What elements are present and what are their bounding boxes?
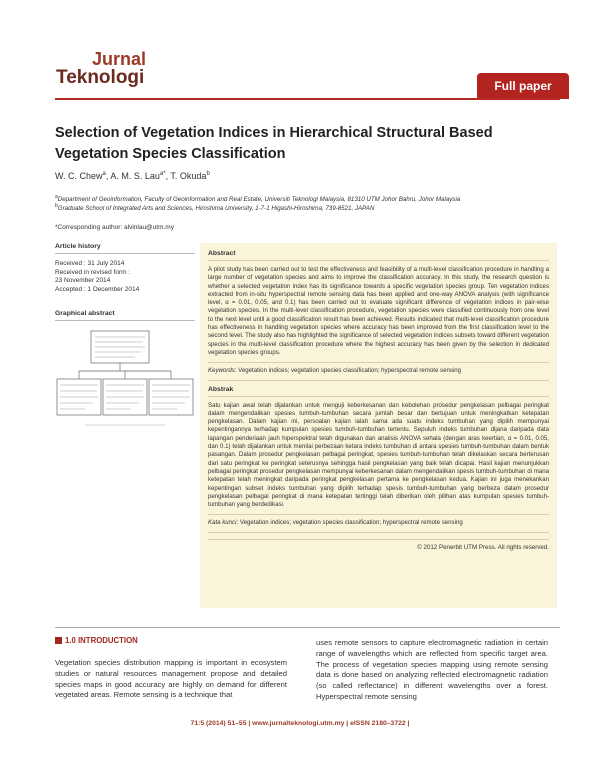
article-history-heading: Article history (55, 243, 195, 254)
intro-column-right: uses remote sensors to capture electromagnetic radiation in certain range of wavelengths which are reflected from specific target area. The process of vegetation species mapping using remote sensing data is done based on analyzing reflected electromagnetic radiation (so called reflectance) in different wavelengths over a forest. Hyperspectral remote sensing (316, 638, 548, 701)
author-name: W. C. Chew (55, 171, 103, 181)
introduction-heading (55, 636, 138, 645)
paper-title: Selection of Vegetation Indices in Hierarchical Structural Based Vegetation Species Classification (55, 125, 493, 162)
abstract-box (200, 243, 557, 608)
graphical-abstract-heading: Graphical abstract (55, 310, 195, 321)
square-bullet-icon (55, 637, 62, 644)
intro-column-left: Vegetation species distribution mapping is important in ecosystem studies or natural resources management propose and detailed species maps in good accuracy are highly on demand for different vegetated areas. Remote sensing is a technique that (55, 658, 287, 700)
author-sup: a* (159, 171, 166, 177)
keywords-label: Keywords (208, 367, 235, 375)
abstrak-heading: Abstrak (208, 386, 549, 397)
author-name: A. M. S. Lau (110, 171, 160, 181)
corresponding-author: *Corresponding author: alvinlau@utm.my (55, 224, 174, 231)
abstract-heading: Abstract (208, 250, 549, 261)
graphical-abstract-figure (55, 327, 195, 452)
history-line: Received : 31 July 2014 (55, 260, 125, 267)
journal-logo (56, 50, 176, 88)
history-line: 23 November 2014 (55, 277, 111, 284)
journal-name-line1: Jurnal (92, 49, 147, 69)
author-list: W. C. Chew$^a$, A. M. S. Lau$^{a*}$, T. Okuda$^b$ (55, 171, 210, 181)
affiliation-b (55, 202, 565, 213)
keywords-text: : Vegetation indices; vegetation species classification; hyperspectral remote sensing (234, 367, 462, 375)
keywords (208, 362, 549, 380)
section-rule (55, 627, 560, 628)
graphical-abstract (55, 310, 195, 452)
affiliation-text: Department of Geoinformation, Faculty of Geoinformation and Real Estate, Universiti Teknologi Malaysia, 81310 UTM Johor Bahru, Johor Malaysia (57, 196, 461, 204)
author-name: T. Okuda (170, 171, 207, 181)
copyright: © 2012 Penerbit UTM Press. All rights reserved. (208, 539, 549, 551)
journal-name-line2: Teknologi (56, 67, 145, 88)
header-rule (55, 98, 560, 100)
kata-kunci-text: : Vegetation indices; vegetation species classification; hyperspectral remote sensing (236, 519, 463, 527)
hierarchy-diagram (55, 327, 195, 447)
abstract-text: A pilot study has been carried out to test the effectiveness and feasibility of a multi-level classification procedure in handling a large number of vegetation species and aims to improve the classification accuracy. In this study, the research question is whether a selected vegetation index has its significance towards a specific vegetation species group. Ten vegetation indices extracted from in-situ hyperspectral remote sensing data has been applied and one-way ANOVA analysis (with significance level, α = 0.01, 0.05, and 0.1) has been carried out to evaluate significant difference of vegetation indices in pair-wise vegetation species. In the multi-level classification procedure, vegetation species were classified continuously from one level to the next level until a good classification result has been achieved. Results indicated that multi-level classification procedure has effectiveness in handling vegetation species where accuracy has been improved from the first classification level to the second level. The study also has highlighted the significance of selected vegetation indices subsets toward different vegetation species in the multi-level classification procedure where the highest accuracy has been given by the selection in dedicated vegetation species groups. (208, 266, 549, 356)
article-history (55, 243, 195, 294)
full-paper-badge: Full paper (477, 73, 569, 99)
affiliation-text: Graduate School of Integrated Arts and Sciences, Hiroshima University, 1-7-1 Higashi-Hiroshima, 739-8521, JAPAN (57, 205, 375, 213)
author-sup: b (206, 171, 210, 177)
affiliation-sup: b (55, 203, 58, 209)
author-sup: a (102, 171, 106, 177)
history-line: Received in revised form : (55, 268, 131, 276)
kata-kunci (208, 514, 549, 532)
kata-kunci-label: Kata kunci (208, 519, 237, 527)
history-line: Accepted : 1 December 2014 (55, 285, 140, 293)
affiliation-sup: a (55, 194, 58, 200)
page-footer: 71:5 (2014) 51–55 | www.jurnalteknologi.utm.my | eISSN 2180–3722 | (190, 720, 410, 727)
abstrak-text: Satu kajian awal telah dijalankan untuk menguji keberkesanan dan kebolehan prosedur pengkelasan pelbagai peringkat dalam mengendalikan spesies tumbuh-tumbuhan secara jumlah besar dan bertujuan untuk meningkatkan ketepatan pengkelasan. Dalam kajian ini, persoalan kajian ialah sama ada suatu indeks tumbuhan yang dipilih mempunyai kepentingannya terhadap kumpulan spesies tumbuh-tumbuhan tertentu. Sepuluh indeks tumbuhan dijana daripada data lapangan penderiaan jauh hiperspektral telah digunakan dan analisis ANOVA sehala (dengan aras keertian, α = 0.01, 0.05, dan 0.1) telah dijalankan untuk menilai perbezaan ketara indeks tumbuhan di antara spesies tumbuh-tumbuhan dalam bentuk pasangan. Dalam prosedur pengkelasan pelbagai peringkat, spesies tumbuh-tumbuhan telah dikelaskan secara berterusan dari satu peringkat ke peringkat seterusnya sehingga hasil pengkelasan yang baik telah dicapai. Hasil kajian menunjukkan pelbagai peringkat prosedur pengkelasan mempunyai keberkesanan dalam mengendalikan spesis tumbuh-tumbuhan di mana ketepatan telah meningkat daripada peringkat pengkelasan pertama ke pengkelasan kedua. Kajian ini juga menekankan kepentingan subset indeks tumbuhan yang dipilih terhadap spesis tumbuh-tumbuhan yang berbeza dalam prosedur pengkelasan pelbagai peringkat di mana ketepatan tertinggi telah diberikan oleh pilihan atas kumpulan spesies tumbuh-tumbuhan yang berdedikasi. (208, 401, 549, 509)
introduction-heading-text: 1.0 INTRODUCTION (65, 636, 138, 645)
